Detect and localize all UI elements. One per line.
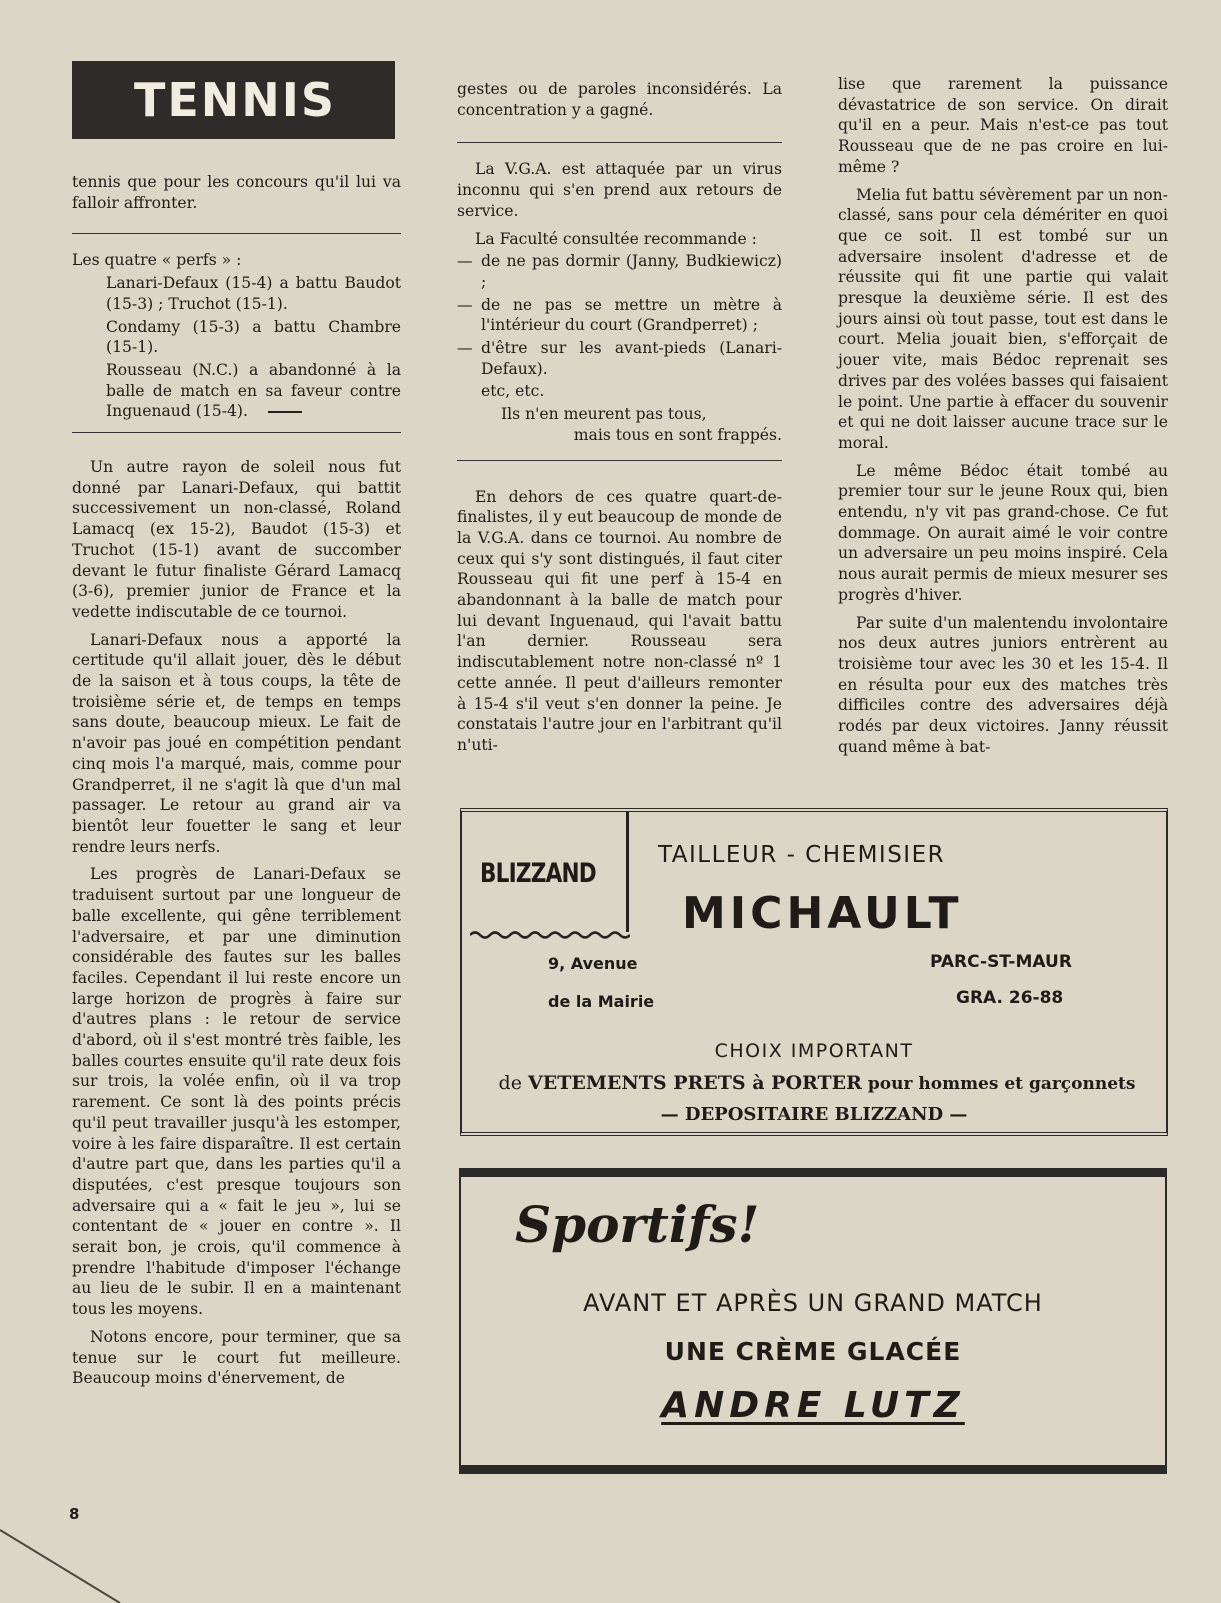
- phone-label: GRA. 26-88: [956, 988, 1064, 1008]
- etc-line: etc, etc.: [481, 382, 545, 401]
- page-corner-fold: [0, 1520, 140, 1603]
- col3-paragraph-2: Melia fut battu sévèrement par un non-classé, sans pour cela démériter en quoi que ce soit. Il est tombé sur un adversaire insolent d'adresse et de réussite qui fit une partie qui valait presque la deuxième série. Il est des jours ainsi où tout passe, tout est dans le court. Melia jouait bien, s'efforçait de jouer vite, mais Bédoc reprenait ses drives par des volées basses qui faisaient le point. Une partie à effacer du souvenir et qui ne doit laisser aucune trace sur le moral.: [838, 185, 1168, 452]
- recommendation-item: — d'être sur les avant-pieds (Lanari-Defaux).: [457, 338, 782, 379]
- trade-label: TAILLEUR - CHEMISIER: [658, 842, 946, 868]
- col3-paragraph-3: Le même Bédoc était tombé au premier tour sur le jeune Roux qui, bien entendu, n'y vit pas grand-chose. Ce fut dommage. On aurait aimé le voir contre un adversaire un peu moins inspiré. Cela nous aurait permis de mieux mesurer ses progrès d'hiver.: [838, 461, 1168, 604]
- depositaire-label: — DEPOSITAIRE BLIZZAND —: [660, 1104, 968, 1125]
- brand-label: BLIZZAND: [480, 858, 596, 889]
- divider: [457, 460, 782, 461]
- address-line-1: 9, Avenue: [548, 954, 638, 973]
- recommendation-item: — de ne pas dormir (Janny, Budkiewicz) ;: [457, 251, 782, 292]
- perf-item: Condamy (15-3) a battu Chambre (15-1).: [106, 317, 401, 357]
- end-mark: [268, 411, 302, 413]
- city-label: PARC-ST-MAUR: [930, 952, 1072, 972]
- virus-paragraph: La V.G.A. est attaquée par un virus inconnu qui s'en prend aux retours de service.: [457, 160, 782, 220]
- business-name: MICHAULT: [682, 888, 963, 939]
- perfs-list: [72, 250, 401, 422]
- col1-paragraph-3: Les progrès de Lanari-Defaux se traduisent surtout par une longueur de balle excellente, qui gêne terriblement l'adversaire, et par une diminution considérable des fautes sur les balles faciles. Cependant il lui reste encore un large horizon de progrès à faire sur d'autres plans : le retour de service d'abord, où il s'est montré très faible, les balles courtes ensuite qu'il rate deux fois sur trois, la volée enfin, où il va trop rarement. Ce sont là des points précis qu'il peut travailler jusqu'à les estomper, voire à les faire disparaître. Il est certain d'autre part que, dans les parties qu'il a disputées, c'est presque toujours son adversaire qui a « fait le jeu », lui se contentant de « jouer en contre ». Il serait bon, je crois, qu'il commence à prendre l'habitude d'imposer l'échange au lieu de le subir. Il en a maintenant tous les moyens.: [72, 865, 401, 1319]
- brand-name: ANDRE LUTZ: [661, 1385, 965, 1426]
- divider: [72, 233, 401, 234]
- section-title-banner: TENNIS: [72, 61, 395, 139]
- col1-paragraph-4: Notons encore, pour terminer, que sa tenue sur le court fut meilleure. Beaucoup moins d'énervement, de: [72, 1327, 401, 1388]
- column-2: [457, 79, 782, 763]
- wave-ornament: [470, 930, 630, 940]
- divider: [457, 142, 782, 143]
- col1-paragraph-1: Un autre rayon de soleil nous fut donné par Lanari-Defaux, qui battit successivement un non-classé, Roland Lamacq (ex 15-2), Baudot (15-3) et Truchot (15-1) avant de succomber devant le futur finaliste Gérard Lamacq (3-6), premier junior de France et la vedette indiscutable de ce tournoi.: [72, 458, 401, 621]
- sportifs-headline: Sportifs!: [515, 1195, 760, 1254]
- ad-line-1: AVANT ET APRÈS UN GRAND MATCH: [583, 1289, 1043, 1317]
- ad-line-2: UNE CRÈME GLACÉE: [664, 1337, 962, 1366]
- advertisement-michault: [460, 808, 1168, 1136]
- quote-line-2: mais tous en sont frappés.: [573, 425, 782, 444]
- address-line-2: de la Mairie: [548, 992, 655, 1011]
- perf-item: [72, 360, 401, 422]
- col3-paragraph-1: lise que rarement la puissance dévastatrice de son service. On dirait qu'il en a peur. Mais n'est-ce pas tout Rousseau que de ne pas croire en lui-même ?: [838, 75, 1168, 176]
- col3-paragraph-4: Par suite d'un malentendu involontaire nos deux autres juniors entrèrent au troisième tour avec les 30 et les 15-4. Il en résulta pour eux des matches très difficiles contre des adversaires déjà rodés par deux victoires. Janny réussit quand même à bat-: [838, 613, 1168, 756]
- advertisement-andre-lutz: [459, 1168, 1167, 1474]
- divider: [72, 432, 401, 433]
- col2-intro: gestes ou de paroles inconsidérés. La concentration y a gagné.: [457, 80, 782, 119]
- perfs-heading: Les quatre « perfs » :: [72, 251, 242, 270]
- col1-paragraph-2: Lanari-Defaux nous a apporté la certitude qu'il allait jouer, dès le début de la saison et à tous coups, la tête de troisième série et, de temps en temps sans doute, beaucoup mieux. Le fait de n'avoir pas joué en compétition pendant cinq mois l'a marqué, mais, comme pour Grandperret, il ne s'agit là que d'un mal passager. Le retour au grand air va bientôt leur fouetter le sang et leur rendre leurs nerfs.: [72, 630, 401, 856]
- clothing-end: pour hommes et garçonnets: [867, 1074, 1136, 1094]
- col1-intro: tennis que pour les concours qu'il lui va falloir affronter.: [72, 173, 401, 212]
- perf-item-text: Rousseau (N.C.) a abandonné à la balle de match en sa faveur contre Inguenaud (15-4).: [106, 360, 401, 421]
- faculte-line: La Faculté consultée recommande :: [475, 229, 757, 248]
- clothing-line: [474, 1072, 1160, 1094]
- choix-label: CHOIX IMPORTANT: [714, 1040, 914, 1062]
- column-1: [72, 172, 401, 1396]
- perf-item: Lanari-Defaux (15-4) a battu Baudot (15-3) ; Truchot (15-1).: [106, 274, 401, 313]
- page-number: 8: [69, 1505, 80, 1523]
- clothing-de: de: [498, 1072, 522, 1094]
- quote-line-1: Ils n'en meurent pas tous,: [501, 405, 707, 424]
- clothing-main: VETEMENTS PRETS à PORTER: [528, 1072, 862, 1094]
- column-3: [838, 74, 1168, 765]
- recommendation-item: — de ne pas se mettre un mètre à l'intérieur du court (Grandperret) ;: [457, 295, 782, 336]
- col2-paragraph-1: En dehors de ces quatre quart-de-finalistes, il y eut beaucoup de monde de la V.G.A. dans ce tournoi. Au nombre de ceux qui s'y sont distingués, il faut citer Rousseau qui fit une perf à 15-4 en abandonnant à la balle de match pour lui devant Inguenaud, qui l'avait battu l'an dernier. Rousseau sera indiscutablement notre non-classé nº 1 cette année. Il peut d'ailleurs remonter à 15-4 s'il veut s'en donner la peine. Je constatais l'autre jour en l'arbitrant qu'il n'uti-: [457, 487, 782, 754]
